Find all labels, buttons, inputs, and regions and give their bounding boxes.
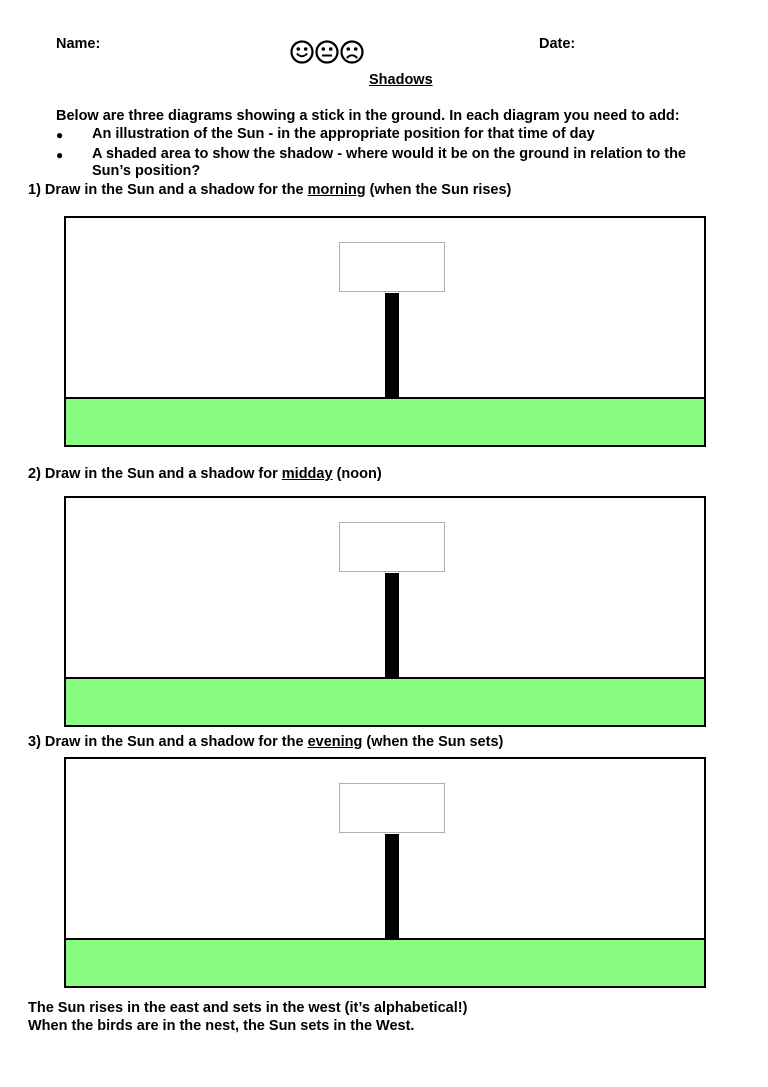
- bullet-dot: ●: [56, 128, 64, 142]
- stick: [385, 293, 399, 399]
- intro-text: Below are three diagrams showing a stick in the ground. In each diagram you need to add:: [56, 108, 680, 124]
- task-3-text: 3) Draw in the Sun and a shadow for the: [28, 734, 308, 750]
- task-3-note: (when the Sun sets): [362, 734, 504, 750]
- task-3-instruction: [28, 734, 503, 750]
- task-1-note: (when the Sun rises): [365, 182, 512, 198]
- footer-note-nest-west: When the birds are in the nest, the Sun sets in the West.: [28, 1018, 415, 1034]
- footer-note-east-west: The Sun rises in the east and sets in the west (it’s alphabetical!): [28, 1000, 468, 1016]
- bullet-dot: ●: [56, 148, 64, 162]
- task-2-keyword: midday: [281, 466, 333, 482]
- task-1-keyword: morning: [307, 182, 366, 198]
- ground[interactable]: [66, 938, 704, 986]
- diagram-morning[interactable]: [64, 216, 706, 447]
- smiley-face-icon: [290, 40, 314, 64]
- task-1-instruction: [28, 182, 511, 198]
- date-label: Date:: [539, 36, 576, 52]
- bullet-item-shadow-continued: Sun’s position?: [92, 163, 201, 179]
- stick-label-box[interactable]: [339, 242, 445, 292]
- diagram-evening[interactable]: [64, 757, 706, 988]
- name-label: Name:: [56, 36, 101, 52]
- task-2-text: 2) Draw in the Sun and a shadow for: [28, 466, 282, 482]
- ground[interactable]: [66, 677, 704, 725]
- stick: [385, 573, 399, 679]
- stick: [385, 834, 399, 940]
- stick-label-box[interactable]: [339, 783, 445, 833]
- ground[interactable]: [66, 397, 704, 445]
- bullet-item-shadow: A shaded area to show the shadow - where would it be on the ground in relation to the: [92, 146, 686, 162]
- mood-faces: [290, 40, 364, 64]
- stick-label-box[interactable]: [339, 522, 445, 572]
- task-3-keyword: evening: [307, 734, 363, 750]
- task-2-note: (noon): [332, 466, 382, 482]
- diagram-midday[interactable]: [64, 496, 706, 727]
- neutral-face-icon: [315, 40, 339, 64]
- page-title: Shadows: [369, 72, 433, 88]
- task-1-text: 1) Draw in the Sun and a shadow for the: [28, 182, 308, 198]
- sad-face-icon: [340, 40, 364, 64]
- bullet-item-sun: An illustration of the Sun - in the appropriate position for that time of day: [92, 126, 595, 142]
- task-2-instruction: [28, 466, 382, 482]
